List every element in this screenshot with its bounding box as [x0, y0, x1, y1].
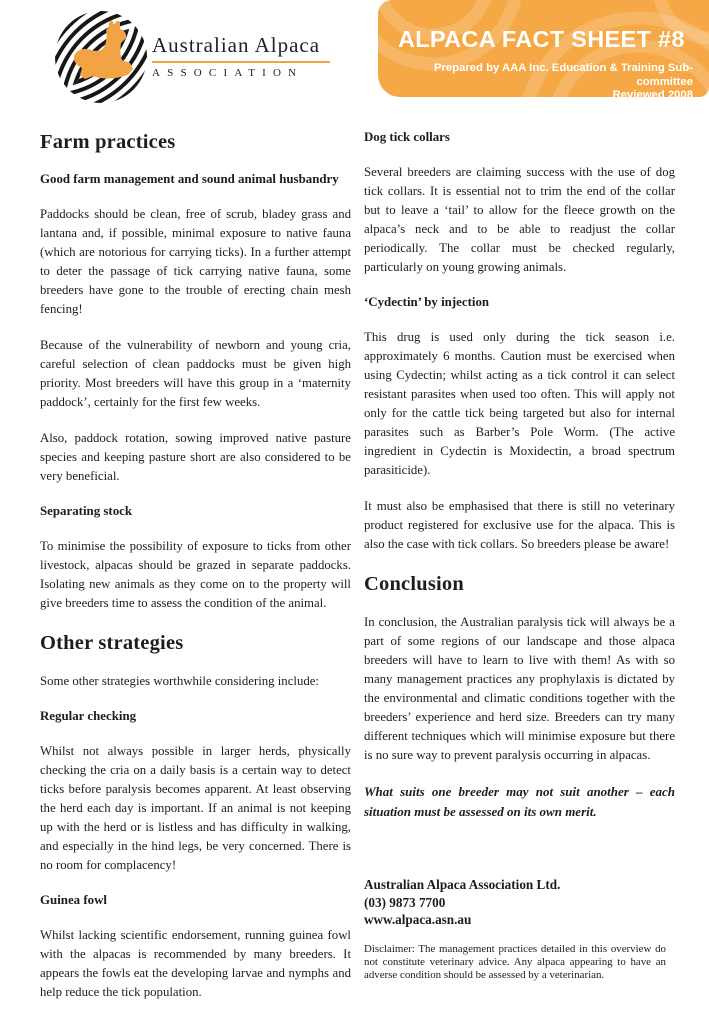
- paragraph-newborn-cria: Because of the vulnerability of newborn and young cria, careful selection of clean paddocks must be given high priority. Most breeders will have this group in a ‘maternity paddock’, certainly for the first few weeks.: [40, 338, 351, 409]
- contact-phone: (03) 9873 7700: [364, 894, 446, 910]
- paragraph-separating-stock: To minimise the possibility of exposure to ticks from other livestock, alpacas should be grazed in separate paddocks. Isolating new animals as they come on to the property will give breeders time to assess the condition of the animal.: [40, 539, 351, 610]
- banner-subtitle: [398, 62, 693, 97]
- document-body: [40, 122, 675, 1011]
- subheading-good-farm-management: Good farm management and sound animal husbandry: [40, 172, 339, 186]
- aaa-logo: [54, 10, 148, 104]
- fact-sheet-banner: [378, 0, 709, 97]
- paragraph-guinea-fowl: Whilst lacking scientific endorsement, running guinea fowl with the alpacas is recommended by many breeders. It appears the fowls eat the developing larvae and nymphs and help reduce the tick population.: [40, 928, 351, 999]
- logo-divider: [152, 61, 330, 63]
- heading-farm-practices: Farm practices: [40, 131, 176, 153]
- logo-title: Australian Alpaca: [152, 33, 321, 57]
- subheading-cydectin: ‘Cydectin’ by injection: [364, 295, 490, 309]
- heading-conclusion: Conclusion: [364, 573, 464, 595]
- subheading-regular-checking: Regular checking: [40, 709, 137, 723]
- banner-title: ALPACA FACT SHEET #8: [398, 26, 685, 52]
- banner-reviewed: Reviewed 2008: [612, 89, 693, 97]
- paragraph-regular-checking: Whilst not always possible in larger herds, physically checking the cria on a daily basis is a certain way to detect ticks before paralysis becomes apparent. At least observing the herd each day is important. If an animal is not keeping up with the herd or is listless and has difficulty in walking, and especially in the hind legs, be very concerned. There is no room for complacency!: [40, 744, 351, 872]
- alpaca-silhouette: [74, 20, 133, 79]
- paragraph-paddocks: Paddocks should be clean, free of scrub, bladey grass and lantana and, if possible, minimal exposure to native fauna (which are notorious for carrying ticks). In a further attempt to deter the passage of tick carrying native fauna, some breeders have gone to the trouble of erecting chain mesh fencing!: [40, 207, 351, 316]
- right-column: [364, 122, 675, 1011]
- paragraph-cydectin: This drug is used only during the tick season i.e. approximately 6 months. Caution must be exercised when using Cydectin; whilst acting as a tick control it can select resistant parasites when used too often. This will apply not only for the cattle tick being targeted but also for internal parasites such as Barber’s Pole Worm. (The active ingredient in Cydectin is Moxidectin, a broad spectrum parasiticide).: [364, 330, 675, 477]
- closing-statement: What suits one breeder may not suit another – each situation must be assessed on its own merit.: [364, 784, 675, 819]
- logo-subtitle: ASSOCIATION: [152, 67, 304, 79]
- heading-other-strategies: Other strategies: [40, 632, 184, 654]
- paragraph-dog-tick-collars: Several breeders are claiming success with the use of dog tick collars. It is essential not to trim the end of the collar but to leave a ‘tail’ to allow for the fleece growth on the alpaca’s neck and to be able to readjust the collar periodically. The collar must be checked regularly, particularly on young growing animals.: [364, 165, 675, 274]
- left-column: [40, 122, 351, 1011]
- paragraph-no-veterinary-product: It must also be emphasised that there is still no veterinary product registered for exclusive use for the alpaca. This is also the case with tick collars. So breeders please be aware!: [364, 499, 675, 551]
- disclaimer-text: Disclaimer: The management practices detailed in this overview do not constitute veterinary advice. Any alpaca appearing to have an adverse condition should be assessed by a veterinarian.: [364, 942, 666, 982]
- paragraph-conclusion: In conclusion, the Australian paralysis tick will always be a part of some regions of our landscape and those alpaca breeders will have to learn to live with them! As with so many management practices any prophylaxis is dictated by the environmental and climatic conditions together with the breeders’ experience and herd size. Breeders can try many different techniques which will minimise exposure but there is no sure way to prevent paralysis occurring in alpacas.: [364, 615, 675, 762]
- alpaca-swirl-logo-icon: [54, 10, 148, 104]
- subheading-dog-tick-collars: Dog tick collars: [364, 130, 450, 144]
- paragraph-other-strategies-intro: Some other strategies worthwhile considering include:: [40, 674, 319, 688]
- subheading-guinea-fowl: Guinea fowl: [40, 893, 107, 907]
- logo-wordmark: [152, 33, 334, 79]
- subheading-separating-stock: Separating stock: [40, 504, 133, 518]
- contact-block: [364, 876, 675, 929]
- contact-website: www.alpaca.asn.au: [364, 912, 472, 927]
- paragraph-paddock-rotation: Also, paddock rotation, sowing improved native pasture species and keeping pasture short are also considered to be very beneficial.: [40, 431, 351, 483]
- contact-org: Australian Alpaca Association Ltd.: [364, 877, 561, 892]
- banner-prepared-by: Prepared by AAA Inc. Education & Training Sub-committee: [433, 62, 693, 88]
